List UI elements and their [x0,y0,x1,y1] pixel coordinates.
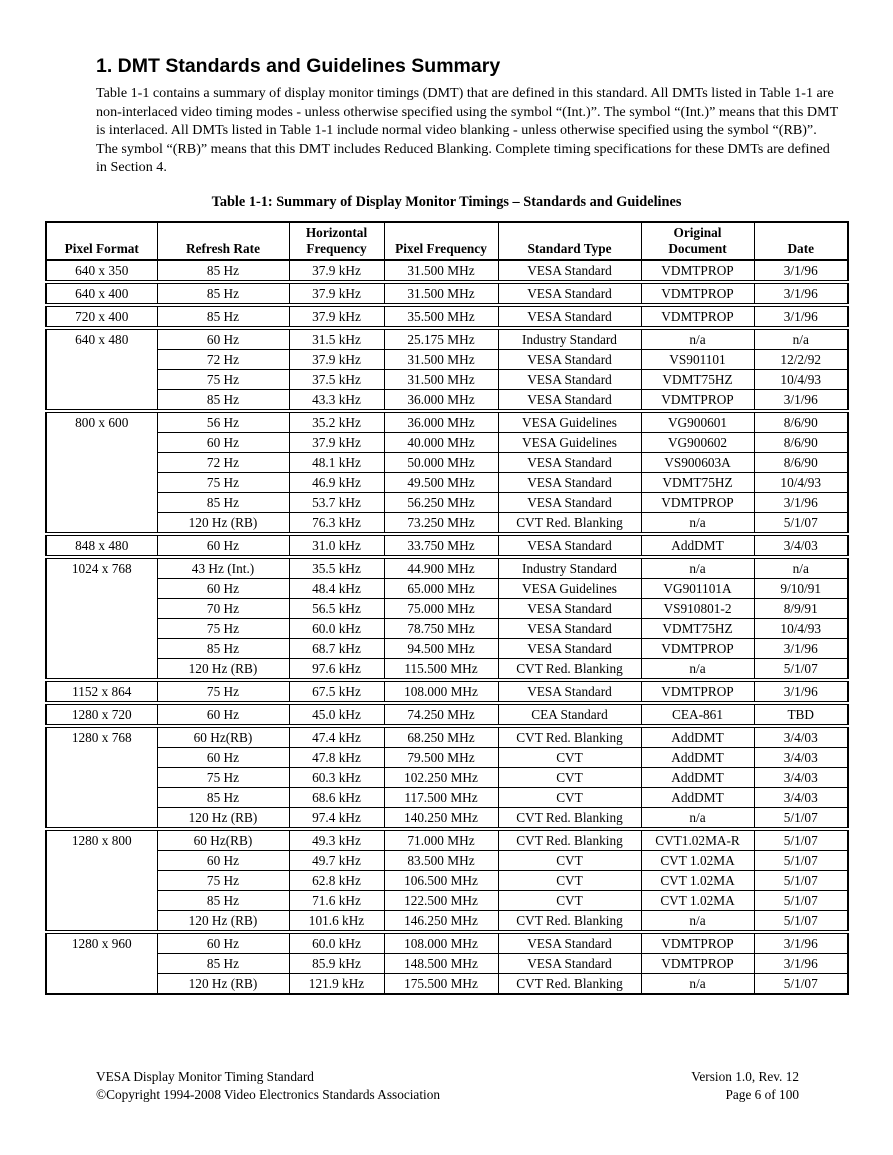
cell-horizontal-frequency: 49.3 kHz [289,829,384,851]
cell-standard-type: VESA Guidelines [498,579,641,599]
cell-standard-type: VESA Standard [498,680,641,703]
cell-horizontal-frequency: 47.8 kHz [289,748,384,768]
cell-pixel-frequency: 102.250 MHz [384,768,498,788]
col-header-original-document: Original Document [641,222,754,260]
table-row [46,493,848,513]
cell-original-document: VG901101A [641,579,754,599]
cell-horizontal-frequency: 37.5 kHz [289,370,384,390]
cell-standard-type: VESA Standard [498,305,641,328]
cell-date: 5/1/07 [754,829,848,851]
cell-refresh-rate: 85 Hz [157,788,289,808]
table-row [46,350,848,370]
cell-horizontal-frequency: 46.9 kHz [289,473,384,493]
cell-date: 5/1/07 [754,911,848,933]
cell-pixel-frequency: 31.500 MHz [384,282,498,305]
cell-refresh-rate: 75 Hz [157,370,289,390]
table-row [46,453,848,473]
table-row [46,768,848,788]
cell-standard-type: VESA Standard [498,282,641,305]
cell-date: 3/1/96 [754,932,848,954]
cell-original-document: n/a [641,328,754,350]
table-row [46,534,848,557]
cell-date: 3/1/96 [754,305,848,328]
table-row [46,680,848,703]
footer-copyright: ©Copyright 1994-2008 Video Electronics Standards Association [96,1087,441,1102]
cell-original-document: VDMTPROP [641,282,754,305]
cell-pixel-format: 720 x 400 [46,305,157,328]
cell-horizontal-frequency: 49.7 kHz [289,851,384,871]
col-header-pixel-frequency: Pixel Frequency [384,222,498,260]
cell-original-document: VS910801-2 [641,599,754,619]
cell-horizontal-frequency: 68.7 kHz [289,639,384,659]
cell-standard-type: CVT [498,748,641,768]
cell-original-document: AddDMT [641,748,754,768]
cell-refresh-rate: 85 Hz [157,891,289,911]
cell-refresh-rate: 60 Hz(RB) [157,726,289,748]
col-header-pixel-format: Pixel Format [46,222,157,260]
cell-original-document: VDMTPROP [641,390,754,412]
cell-standard-type: CVT [498,768,641,788]
table-row [46,788,848,808]
cell-pixel-frequency: 33.750 MHz [384,534,498,557]
cell-refresh-rate: 120 Hz (RB) [157,974,289,995]
cell-pixel-frequency: 50.000 MHz [384,453,498,473]
cell-date: 5/1/07 [754,891,848,911]
cell-pixel-format: 640 x 480 [46,328,157,411]
cell-date: 3/1/96 [754,680,848,703]
cell-date: 3/1/96 [754,390,848,412]
cell-original-document: n/a [641,557,754,579]
table-row [46,619,848,639]
table-row [46,974,848,995]
cell-original-document: CVT 1.02MA [641,891,754,911]
table-row [46,513,848,535]
cell-horizontal-frequency: 97.6 kHz [289,659,384,681]
cell-refresh-rate: 60 Hz [157,932,289,954]
cell-pixel-format: 1280 x 960 [46,932,157,994]
cell-refresh-rate: 120 Hz (RB) [157,911,289,933]
footer-page-number: Page 6 of 100 [725,1087,799,1102]
cell-pixel-frequency: 35.500 MHz [384,305,498,328]
cell-original-document: n/a [641,808,754,830]
cell-standard-type: VESA Standard [498,639,641,659]
cell-standard-type: CVT Red. Blanking [498,808,641,830]
cell-date: 3/1/96 [754,493,848,513]
cell-refresh-rate: 85 Hz [157,305,289,328]
cell-standard-type: CVT Red. Blanking [498,829,641,851]
cell-original-document: VDMT75HZ [641,473,754,493]
cell-horizontal-frequency: 35.5 kHz [289,557,384,579]
cell-date: 9/10/91 [754,579,848,599]
cell-refresh-rate: 85 Hz [157,282,289,305]
cell-horizontal-frequency: 37.9 kHz [289,350,384,370]
table-row [46,639,848,659]
cell-date: 5/1/07 [754,513,848,535]
cell-refresh-rate: 60 Hz [157,534,289,557]
cell-horizontal-frequency: 60.3 kHz [289,768,384,788]
cell-pixel-frequency: 31.500 MHz [384,370,498,390]
cell-pixel-frequency: 73.250 MHz [384,513,498,535]
cell-refresh-rate: 60 Hz [157,433,289,453]
cell-refresh-rate: 75 Hz [157,473,289,493]
cell-original-document: CEA-861 [641,703,754,726]
table-row [46,808,848,830]
table-row [46,954,848,974]
cell-horizontal-frequency: 67.5 kHz [289,680,384,703]
cell-horizontal-frequency: 121.9 kHz [289,974,384,995]
cell-pixel-frequency: 75.000 MHz [384,599,498,619]
cell-pixel-frequency: 79.500 MHz [384,748,498,768]
cell-original-document: VS901101 [641,350,754,370]
cell-pixel-format: 640 x 400 [46,282,157,305]
cell-pixel-frequency: 25.175 MHz [384,328,498,350]
table-row [46,282,848,305]
cell-standard-type: VESA Standard [498,932,641,954]
table-row [46,871,848,891]
cell-pixel-format: 800 x 600 [46,411,157,534]
cell-date: 3/1/96 [754,282,848,305]
cell-standard-type: VESA Guidelines [498,411,641,433]
cell-original-document: AddDMT [641,788,754,808]
table-row [46,911,848,933]
cell-pixel-frequency: 83.500 MHz [384,851,498,871]
cell-date: 3/4/03 [754,748,848,768]
cell-date: TBD [754,703,848,726]
cell-horizontal-frequency: 31.5 kHz [289,328,384,350]
cell-standard-type: VESA Standard [498,954,641,974]
cell-refresh-rate: 60 Hz [157,748,289,768]
footer-left [96,1068,440,1104]
table-row [46,932,848,954]
cell-horizontal-frequency: 48.1 kHz [289,453,384,473]
cell-pixel-frequency: 36.000 MHz [384,411,498,433]
cell-standard-type: VESA Standard [498,599,641,619]
dmt-summary-table [45,221,849,995]
cell-pixel-frequency: 31.500 MHz [384,350,498,370]
cell-pixel-format: 1280 x 768 [46,726,157,829]
cell-pixel-frequency: 122.500 MHz [384,891,498,911]
cell-pixel-frequency: 65.000 MHz [384,579,498,599]
cell-standard-type: CVT [498,851,641,871]
footer-version: Version 1.0, Rev. 12 [691,1069,799,1084]
cell-date: 8/9/91 [754,599,848,619]
cell-original-document: VDMTPROP [641,305,754,328]
table-row [46,829,848,851]
cell-standard-type: CVT Red. Blanking [498,726,641,748]
cell-pixel-format: 1152 x 864 [46,680,157,703]
cell-horizontal-frequency: 60.0 kHz [289,932,384,954]
cell-pixel-format: 1280 x 720 [46,703,157,726]
cell-horizontal-frequency: 37.9 kHz [289,305,384,328]
cell-pixel-frequency: 148.500 MHz [384,954,498,974]
cell-original-document: VS900603A [641,453,754,473]
cell-pixel-frequency: 31.500 MHz [384,260,498,282]
table-row [46,599,848,619]
cell-horizontal-frequency: 85.9 kHz [289,954,384,974]
cell-refresh-rate: 120 Hz (RB) [157,808,289,830]
cell-standard-type: VESA Standard [498,370,641,390]
cell-date: 8/6/90 [754,453,848,473]
cell-refresh-rate: 85 Hz [157,260,289,282]
cell-pixel-frequency: 68.250 MHz [384,726,498,748]
cell-date: 3/4/03 [754,726,848,748]
cell-horizontal-frequency: 37.9 kHz [289,260,384,282]
cell-refresh-rate: 60 Hz [157,328,289,350]
cell-date: 8/6/90 [754,433,848,453]
table-row [46,891,848,911]
cell-date: 5/1/07 [754,851,848,871]
cell-standard-type: VESA Standard [498,350,641,370]
table-row [46,433,848,453]
cell-refresh-rate: 85 Hz [157,493,289,513]
table-row [46,659,848,681]
cell-horizontal-frequency: 76.3 kHz [289,513,384,535]
col-header-refresh-rate: Refresh Rate [157,222,289,260]
cell-pixel-frequency: 108.000 MHz [384,680,498,703]
cell-horizontal-frequency: 56.5 kHz [289,599,384,619]
cell-pixel-frequency: 74.250 MHz [384,703,498,726]
cell-pixel-format: 640 x 350 [75,263,129,278]
cell-horizontal-frequency: 37.9 kHz [289,433,384,453]
cell-horizontal-frequency: 35.2 kHz [289,411,384,433]
cell-horizontal-frequency: 68.6 kHz [289,788,384,808]
cell-pixel-frequency: 44.900 MHz [384,557,498,579]
cell-standard-type: CVT Red. Blanking [498,974,641,995]
table-row [46,328,848,350]
table-row [46,579,848,599]
table-row [46,370,848,390]
cell-original-document: CVT 1.02MA [641,871,754,891]
cell-refresh-rate: 72 Hz [157,453,289,473]
cell-date: n/a [754,328,848,350]
cell-date: 3/1/96 [754,260,848,282]
cell-refresh-rate: 60 Hz [157,703,289,726]
cell-pixel-frequency: 106.500 MHz [384,871,498,891]
col-header-date: Date [754,222,848,260]
cell-standard-type: VESA Standard [498,390,641,412]
cell-standard-type: CVT [498,871,641,891]
cell-refresh-rate: 75 Hz [157,680,289,703]
footer-right [691,1068,799,1104]
cell-date: 10/4/93 [754,473,848,493]
table-row [46,557,848,579]
cell-refresh-rate: 60 Hz(RB) [157,829,289,851]
cell-date: 3/1/96 [754,954,848,974]
cell-pixel-frequency: 78.750 MHz [384,619,498,639]
table-header-row [46,222,848,260]
cell-refresh-rate: 70 Hz [157,599,289,619]
table-body [46,260,848,994]
cell-original-document: VDMTPROP [641,932,754,954]
table-row [46,260,848,282]
cell-original-document: VG900602 [641,433,754,453]
cell-original-document: n/a [641,513,754,535]
cell-date: 5/1/07 [754,808,848,830]
cell-standard-type: VESA Standard [498,473,641,493]
table-row [46,726,848,748]
cell-original-document: VDMTPROP [641,680,754,703]
cell-pixel-frequency: 140.250 MHz [384,808,498,830]
cell-standard-type: VESA Standard [498,453,641,473]
table-row [46,851,848,871]
cell-horizontal-frequency: 45.0 kHz [289,703,384,726]
cell-date: 3/4/03 [754,534,848,557]
cell-standard-type: VESA Guidelines [498,433,641,453]
table-row [46,473,848,493]
cell-original-document: VDMTPROP [641,260,754,282]
cell-standard-type: CEA Standard [498,703,641,726]
cell-refresh-rate: 60 Hz [157,579,289,599]
cell-pixel-frequency: 108.000 MHz [384,932,498,954]
cell-refresh-rate: 43 Hz (Int.) [157,557,289,579]
cell-horizontal-frequency: 37.9 kHz [289,282,384,305]
table-row [46,748,848,768]
cell-pixel-frequency: 36.000 MHz [384,390,498,412]
cell-horizontal-frequency: 31.0 kHz [289,534,384,557]
cell-original-document: VG900601 [641,411,754,433]
cell-refresh-rate: 85 Hz [157,390,289,412]
cell-pixel-format: 848 x 480 [46,534,157,557]
cell-date: 3/4/03 [754,788,848,808]
cell-horizontal-frequency: 48.4 kHz [289,579,384,599]
cell-horizontal-frequency: 97.4 kHz [289,808,384,830]
cell-standard-type: CVT Red. Blanking [498,659,641,681]
cell-horizontal-frequency: 62.8 kHz [289,871,384,891]
col-header-horizontal-frequency: Horizontal Frequency [289,222,384,260]
cell-horizontal-frequency: 71.6 kHz [289,891,384,911]
cell-date: 8/6/90 [754,411,848,433]
cell-date: 10/4/93 [754,619,848,639]
cell-date: 5/1/07 [754,974,848,995]
cell-standard-type: VESA Standard [498,619,641,639]
cell-standard-type: CVT [498,788,641,808]
cell-pixel-frequency: 117.500 MHz [384,788,498,808]
footer-doc-title: VESA Display Monitor Timing Standard [96,1069,314,1084]
cell-pixel-frequency: 94.500 MHz [384,639,498,659]
cell-horizontal-frequency: 60.0 kHz [289,619,384,639]
cell-pixel-frequency: 146.250 MHz [384,911,498,933]
cell-date: 5/1/07 [754,871,848,891]
cell-standard-type: CVT Red. Blanking [498,911,641,933]
cell-date: 3/4/03 [754,768,848,788]
cell-original-document: AddDMT [641,534,754,557]
col-header-standard-type: Standard Type [498,222,641,260]
cell-original-document: VDMT75HZ [641,619,754,639]
cell-pixel-frequency: 49.500 MHz [384,473,498,493]
cell-refresh-rate: 120 Hz (RB) [157,513,289,535]
cell-original-document: n/a [641,911,754,933]
table-row [46,703,848,726]
cell-horizontal-frequency: 47.4 kHz [289,726,384,748]
cell-pixel-frequency: 115.500 MHz [384,659,498,681]
cell-original-document: CVT1.02MA-R [641,829,754,851]
intro-paragraph: Table 1-1 contains a summary of display monitor timings (DMT) that are defined in this standard. All DMTs listed in Table 1-1 are non-interlaced video timing modes - unless otherwise specified using the symbol “(Int.)”. The symbol “(Int.)” means that this DMT is interlaced. All DMTs listed in Table 1-1 include normal video blanking - unless otherwise specified using the symbol “(RB)”. The symbol “(RB)” means that this DMT includes Reduced Blanking. Complete timing specifications for these DMTs are defined in Section 4. [96,85,838,176]
cell-refresh-rate: 75 Hz [157,871,289,891]
cell-original-document: VDMT75HZ [641,370,754,390]
cell-date: 3/1/96 [754,639,848,659]
cell-date: 12/2/92 [754,350,848,370]
cell-original-document: VDMTPROP [641,639,754,659]
cell-standard-type: VESA Standard [498,260,641,282]
cell-refresh-rate: 85 Hz [157,954,289,974]
cell-pixel-frequency: 175.500 MHz [384,974,498,995]
cell-standard-type: Industry Standard [498,328,641,350]
cell-horizontal-frequency: 43.3 kHz [289,390,384,412]
cell-original-document: AddDMT [641,768,754,788]
cell-horizontal-frequency: 101.6 kHz [289,911,384,933]
cell-standard-type: VESA Standard [498,534,641,557]
cell-refresh-rate: 120 Hz (RB) [157,659,289,681]
cell-pixel-frequency: 56.250 MHz [384,493,498,513]
cell-standard-type: Industry Standard [498,557,641,579]
cell-standard-type: VESA Standard [498,493,641,513]
cell-refresh-rate: 75 Hz [157,768,289,788]
cell-original-document: AddDMT [641,726,754,748]
cell-date: n/a [754,557,848,579]
cell-original-document: CVT 1.02MA [641,851,754,871]
cell-pixel-frequency: 71.000 MHz [384,829,498,851]
cell-original-document: n/a [641,659,754,681]
cell-standard-type: CVT Red. Blanking [498,513,641,535]
cell-refresh-rate: 56 Hz [157,411,289,433]
cell-original-document: n/a [641,974,754,995]
cell-standard-type: CVT [498,891,641,911]
cell-pixel-format: 1280 x 800 [46,829,157,932]
cell-refresh-rate: 85 Hz [157,639,289,659]
cell-pixel-format: 1024 x 768 [46,557,157,680]
cell-date: 5/1/07 [754,659,848,681]
cell-refresh-rate: 75 Hz [157,619,289,639]
cell-original-document: VDMTPROP [641,493,754,513]
table-row [46,390,848,412]
cell-date: 10/4/93 [754,370,848,390]
cell-original-document: VDMTPROP [641,954,754,974]
table-row [46,305,848,328]
table-row [46,411,848,433]
cell-refresh-rate: 60 Hz [157,851,289,871]
cell-pixel-frequency: 40.000 MHz [384,433,498,453]
section-heading: 1. DMT Standards and Guidelines Summary [96,55,501,77]
cell-refresh-rate: 72 Hz [157,350,289,370]
cell-horizontal-frequency: 53.7 kHz [289,493,384,513]
table-caption: Table 1-1: Summary of Display Monitor Timings – Standards and Guidelines [211,194,682,210]
